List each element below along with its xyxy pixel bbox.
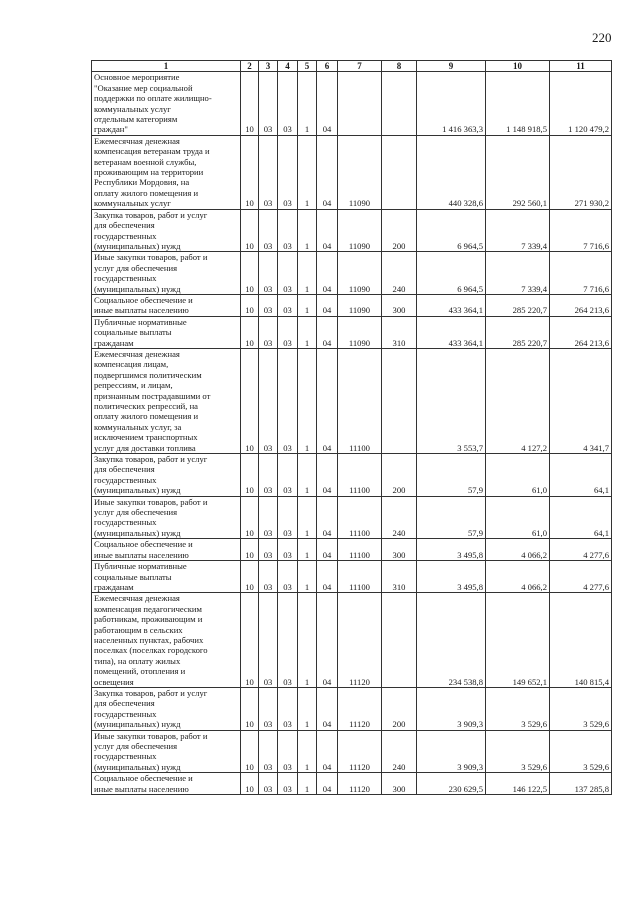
row-expense-type-cell: 200 <box>382 209 417 252</box>
row-event-cell: 04 <box>317 539 338 561</box>
table-row <box>92 561 612 593</box>
row-name-cell: Ежемесячная денежная компенсация педагогическим работникам, проживающим и работающим в сельских населенных пунктах, рабочих поселках (поселках городского типа), на оплату жилых помещений, отопления и освещения <box>92 593 241 688</box>
row-subprogram-cell: 1 <box>298 593 317 688</box>
table-row <box>92 348 612 453</box>
row-amount-year1-cell: 1 416 363,3 <box>417 72 486 135</box>
row-amount-year1-cell: 57,9 <box>417 454 486 497</box>
row-amount-year1-cell: 3 495,8 <box>417 561 486 593</box>
row-amount-year3-cell: 264 213,6 <box>550 316 612 348</box>
row-expense-type-cell <box>382 593 417 688</box>
row-amount-year3-cell: 137 285,8 <box>550 773 612 795</box>
row-subsection-cell: 03 <box>259 135 278 209</box>
row-amount-year1-cell: 234 538,8 <box>417 593 486 688</box>
row-event-cell: 04 <box>317 593 338 688</box>
table-row <box>92 687 612 730</box>
row-program-cell: 03 <box>278 252 298 295</box>
table-row <box>92 773 612 795</box>
row-expense-type-cell: 300 <box>382 773 417 795</box>
row-expense-type-cell: 310 <box>382 561 417 593</box>
row-program-cell: 03 <box>278 593 298 688</box>
column-header-1: 1 <box>92 61 241 72</box>
column-header-10: 10 <box>486 61 550 72</box>
column-header-8: 8 <box>382 61 417 72</box>
row-amount-year2-cell: 7 339,4 <box>486 209 550 252</box>
row-amount-year2-cell: 146 122,5 <box>486 773 550 795</box>
row-section-cell: 10 <box>241 496 259 539</box>
row-amount-year2-cell: 61,0 <box>486 496 550 539</box>
row-direction-cell: 11090 <box>338 209 382 252</box>
column-header-9: 9 <box>417 61 486 72</box>
table-row <box>92 316 612 348</box>
page-number: 220 <box>592 30 612 45</box>
row-subsection-cell: 03 <box>259 348 278 453</box>
row-direction-cell: 11100 <box>338 454 382 497</box>
row-subsection-cell: 03 <box>259 561 278 593</box>
row-subsection-cell: 03 <box>259 252 278 295</box>
row-amount-year1-cell: 440 328,6 <box>417 135 486 209</box>
row-amount-year2-cell: 7 339,4 <box>486 252 550 295</box>
row-subsection-cell: 03 <box>259 593 278 688</box>
row-name-cell: Социальное обеспечение и иные выплаты населению <box>92 539 241 561</box>
row-section-cell: 10 <box>241 316 259 348</box>
row-program-cell: 03 <box>278 730 298 773</box>
row-name-cell: Иные закупки товаров, работ и услуг для обеспечения государственных (муниципальных) нужд <box>92 496 241 539</box>
row-name-cell: Публичные нормативные социальные выплаты гражданам <box>92 316 241 348</box>
row-amount-year3-cell: 64,1 <box>550 454 612 497</box>
row-direction-cell: 11090 <box>338 252 382 295</box>
row-amount-year2-cell: 4 127,2 <box>486 348 550 453</box>
row-direction-cell: 11120 <box>338 687 382 730</box>
row-amount-year3-cell: 3 529,6 <box>550 687 612 730</box>
row-expense-type-cell: 200 <box>382 687 417 730</box>
row-expense-type-cell <box>382 135 417 209</box>
row-amount-year3-cell: 4 277,6 <box>550 539 612 561</box>
row-subprogram-cell: 1 <box>298 209 317 252</box>
row-name-cell: Иные закупки товаров, работ и услуг для обеспечения государственных (муниципальных) нужд <box>92 252 241 295</box>
column-header-3: 3 <box>259 61 278 72</box>
row-program-cell: 03 <box>278 348 298 453</box>
row-event-cell: 04 <box>317 209 338 252</box>
row-program-cell: 03 <box>278 294 298 316</box>
row-section-cell: 10 <box>241 348 259 453</box>
row-subprogram-cell: 1 <box>298 687 317 730</box>
row-name-cell: Публичные нормативные социальные выплаты гражданам <box>92 561 241 593</box>
row-program-cell: 03 <box>278 773 298 795</box>
row-subprogram-cell: 1 <box>298 539 317 561</box>
row-amount-year2-cell: 4 066,2 <box>486 561 550 593</box>
row-section-cell: 10 <box>241 730 259 773</box>
row-expense-type-cell: 200 <box>382 454 417 497</box>
row-section-cell: 10 <box>241 773 259 795</box>
row-amount-year1-cell: 3 495,8 <box>417 539 486 561</box>
row-subprogram-cell: 1 <box>298 316 317 348</box>
row-amount-year1-cell: 6 964,5 <box>417 252 486 295</box>
row-direction-cell: 11100 <box>338 348 382 453</box>
column-header-4: 4 <box>278 61 298 72</box>
row-subprogram-cell: 1 <box>298 348 317 453</box>
row-amount-year1-cell: 433 364,1 <box>417 294 486 316</box>
row-amount-year3-cell: 271 930,2 <box>550 135 612 209</box>
table-row <box>92 496 612 539</box>
row-amount-year1-cell: 57,9 <box>417 496 486 539</box>
row-amount-year1-cell: 6 964,5 <box>417 209 486 252</box>
row-direction-cell: 11100 <box>338 561 382 593</box>
row-section-cell: 10 <box>241 561 259 593</box>
row-program-cell: 03 <box>278 72 298 135</box>
row-subsection-cell: 03 <box>259 496 278 539</box>
row-amount-year3-cell: 140 815,4 <box>550 593 612 688</box>
row-name-cell: Закупка товаров, работ и услуг для обеспечения государственных (муниципальных) нужд <box>92 687 241 730</box>
row-event-cell: 04 <box>317 561 338 593</box>
row-amount-year3-cell: 264 213,6 <box>550 294 612 316</box>
table-row <box>92 294 612 316</box>
row-program-cell: 03 <box>278 135 298 209</box>
row-subprogram-cell: 1 <box>298 773 317 795</box>
table-row <box>92 454 612 497</box>
row-name-cell: Ежемесячная денежная компенсация ветеранам труда и ветеранам военной службы, проживающим на территории Республики Мордовия, на оплату жилого помещения и коммунальных услуг <box>92 135 241 209</box>
row-direction-cell: 11100 <box>338 539 382 561</box>
row-name-cell: Социальное обеспечение и иные выплаты населению <box>92 294 241 316</box>
row-amount-year3-cell: 7 716,6 <box>550 252 612 295</box>
table-row <box>92 209 612 252</box>
row-amount-year2-cell: 61,0 <box>486 454 550 497</box>
row-amount-year1-cell: 230 629,5 <box>417 773 486 795</box>
row-program-cell: 03 <box>278 454 298 497</box>
row-subsection-cell: 03 <box>259 687 278 730</box>
row-event-cell: 04 <box>317 348 338 453</box>
row-event-cell: 04 <box>317 454 338 497</box>
row-amount-year3-cell: 4 341,7 <box>550 348 612 453</box>
row-direction-cell <box>338 72 382 135</box>
row-name-cell: Иные закупки товаров, работ и услуг для обеспечения государственных (муниципальных) нужд <box>92 730 241 773</box>
row-direction-cell: 11120 <box>338 773 382 795</box>
column-header-11: 11 <box>550 61 612 72</box>
row-name-cell: Ежемесячная денежная компенсация лицам, подвергшимся политическим репрессиям, и лицам, признанным пострадавшими от политических репрессий, на оплату жилого помещения и коммунальных услуг, за исключением транспортных услуг для доставки топлива <box>92 348 241 453</box>
row-amount-year1-cell: 433 364,1 <box>417 316 486 348</box>
table-row <box>92 539 612 561</box>
row-program-cell: 03 <box>278 561 298 593</box>
row-event-cell: 04 <box>317 730 338 773</box>
row-subsection-cell: 03 <box>259 72 278 135</box>
row-subsection-cell: 03 <box>259 730 278 773</box>
row-subprogram-cell: 1 <box>298 72 317 135</box>
row-event-cell: 04 <box>317 773 338 795</box>
row-amount-year2-cell: 4 066,2 <box>486 539 550 561</box>
row-direction-cell: 11090 <box>338 294 382 316</box>
row-event-cell: 04 <box>317 135 338 209</box>
row-section-cell: 10 <box>241 687 259 730</box>
row-expense-type-cell: 310 <box>382 316 417 348</box>
row-amount-year3-cell: 64,1 <box>550 496 612 539</box>
row-subprogram-cell: 1 <box>298 135 317 209</box>
row-expense-type-cell: 240 <box>382 252 417 295</box>
row-subprogram-cell: 1 <box>298 561 317 593</box>
row-section-cell: 10 <box>241 539 259 561</box>
row-direction-cell: 11090 <box>338 316 382 348</box>
row-event-cell: 04 <box>317 687 338 730</box>
budget-table <box>91 60 612 795</box>
row-program-cell: 03 <box>278 687 298 730</box>
row-amount-year1-cell: 3 909,3 <box>417 730 486 773</box>
row-subprogram-cell: 1 <box>298 252 317 295</box>
row-subprogram-cell: 1 <box>298 294 317 316</box>
row-event-cell: 04 <box>317 252 338 295</box>
row-expense-type-cell: 240 <box>382 730 417 773</box>
row-subsection-cell: 03 <box>259 539 278 561</box>
row-name-cell: Основное мероприятие "Оказание мер социальной поддержки по оплате жилищно- коммунальных услуг отдельным категориям граждан" <box>92 72 241 135</box>
table-body <box>92 61 612 795</box>
row-program-cell: 03 <box>278 539 298 561</box>
row-subsection-cell: 03 <box>259 773 278 795</box>
table-row <box>92 593 612 688</box>
row-section-cell: 10 <box>241 593 259 688</box>
row-amount-year2-cell: 3 529,6 <box>486 730 550 773</box>
row-subprogram-cell: 1 <box>298 454 317 497</box>
row-amount-year2-cell: 285 220,7 <box>486 316 550 348</box>
row-section-cell: 10 <box>241 72 259 135</box>
row-expense-type-cell <box>382 348 417 453</box>
row-expense-type-cell: 300 <box>382 539 417 561</box>
row-subsection-cell: 03 <box>259 454 278 497</box>
row-subsection-cell: 03 <box>259 209 278 252</box>
row-amount-year2-cell: 1 148 918,5 <box>486 72 550 135</box>
row-amount-year1-cell: 3 553,7 <box>417 348 486 453</box>
row-amount-year1-cell: 3 909,3 <box>417 687 486 730</box>
column-header-5: 5 <box>298 61 317 72</box>
row-section-cell: 10 <box>241 454 259 497</box>
row-direction-cell: 11120 <box>338 593 382 688</box>
row-subsection-cell: 03 <box>259 294 278 316</box>
row-event-cell: 04 <box>317 294 338 316</box>
row-direction-cell: 11090 <box>338 135 382 209</box>
row-section-cell: 10 <box>241 209 259 252</box>
row-program-cell: 03 <box>278 209 298 252</box>
row-event-cell: 04 <box>317 72 338 135</box>
row-program-cell: 03 <box>278 496 298 539</box>
table-row <box>92 135 612 209</box>
table-row <box>92 252 612 295</box>
table-row <box>92 72 612 135</box>
row-name-cell: Закупка товаров, работ и услуг для обеспечения государственных (муниципальных) нужд <box>92 454 241 497</box>
column-header-2: 2 <box>241 61 259 72</box>
row-section-cell: 10 <box>241 252 259 295</box>
column-header-7: 7 <box>338 61 382 72</box>
row-name-cell: Закупка товаров, работ и услуг для обеспечения государственных (муниципальных) нужд <box>92 209 241 252</box>
row-event-cell: 04 <box>317 496 338 539</box>
row-amount-year2-cell: 292 560,1 <box>486 135 550 209</box>
row-direction-cell: 11100 <box>338 496 382 539</box>
row-expense-type-cell: 240 <box>382 496 417 539</box>
row-subsection-cell: 03 <box>259 316 278 348</box>
row-amount-year3-cell: 4 277,6 <box>550 561 612 593</box>
row-amount-year3-cell: 3 529,6 <box>550 730 612 773</box>
row-amount-year3-cell: 7 716,6 <box>550 209 612 252</box>
row-program-cell: 03 <box>278 316 298 348</box>
row-section-cell: 10 <box>241 294 259 316</box>
row-name-cell: Социальное обеспечение и иные выплаты населению <box>92 773 241 795</box>
row-amount-year2-cell: 285 220,7 <box>486 294 550 316</box>
row-event-cell: 04 <box>317 316 338 348</box>
row-direction-cell: 11120 <box>338 730 382 773</box>
row-amount-year2-cell: 3 529,6 <box>486 687 550 730</box>
column-number-row <box>92 61 612 72</box>
row-subprogram-cell: 1 <box>298 730 317 773</box>
row-section-cell: 10 <box>241 135 259 209</box>
column-header-6: 6 <box>317 61 338 72</box>
row-expense-type-cell <box>382 72 417 135</box>
table-row <box>92 730 612 773</box>
row-amount-year2-cell: 149 652,1 <box>486 593 550 688</box>
row-expense-type-cell: 300 <box>382 294 417 316</box>
row-amount-year3-cell: 1 120 479,2 <box>550 72 612 135</box>
row-subprogram-cell: 1 <box>298 496 317 539</box>
